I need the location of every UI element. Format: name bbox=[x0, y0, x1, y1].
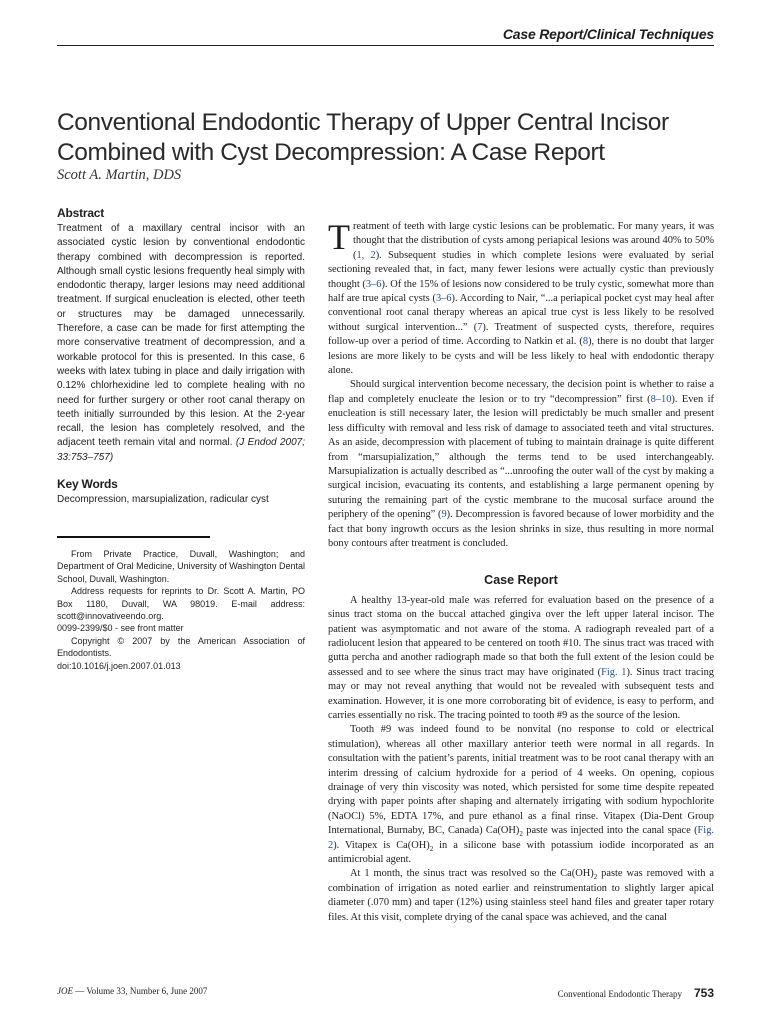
case-p2-a: Tooth #9 was indeed found to be nonvital (no response to cold or electrical stimulation), whereas all other maxillary anterior teeth were normal in all regards. In consultation with the patient’s parents, initial treatment was to be root canal therapy with an interim dressing of calcium hydroxide for a period of 4 weeks. On opening, copious drainage of very thin viscosity was noted, which persisted for some time despite repeated drying with paper points after shaping and alternately irrigating with sodium hypochlorite (NaOCl) 5%, EDTA 17%, and pure ethanol as a final rinse. Vitapex (Dia-Dent Group International, Burnaby, BC, Canada) Ca(OH) bbox=[328, 724, 714, 837]
drop-cap: T bbox=[328, 217, 350, 257]
abstract-text bbox=[57, 222, 305, 465]
running-title: Conventional Endodontic Therapy bbox=[557, 989, 682, 999]
journal-abbrev: JOE bbox=[57, 986, 73, 996]
author-name: Scott A. Martin, DDS bbox=[57, 167, 182, 183]
abstract-heading: Abstract bbox=[57, 206, 105, 220]
section-label: Case Report/Clinical Techniques bbox=[502, 26, 714, 42]
intro-p1-b: ). Subsequent studies in which complete lesions were evaluated by serial sectioning revealed that, in fact, many fewer lesions were actually cystic than previously thought ( bbox=[328, 249, 714, 290]
title-line-2: Combined with Cyst Decompression: A Case Report bbox=[57, 139, 605, 167]
case-p2-d: in a silicone base with potassium iodide incorporated as an antimicrobial agent. bbox=[328, 839, 714, 866]
keywords-text: Decompression, marsupialization, radicular cyst bbox=[57, 494, 269, 506]
intro-paragraph-2 bbox=[328, 378, 714, 551]
subscript: 2 bbox=[519, 830, 523, 839]
footnote-reprints: Address requests for reprints to Dr. Scott A. Martin, PO Box 1180, Duvall, WA 98019. E-mail address: scott@innovativeendo.org. bbox=[57, 586, 305, 622]
intro-p2-a: Should surgical intervention become necessary, the decision point is whether to raise a flap and completely enucleate the lesion or to try “decompression” first ( bbox=[328, 379, 714, 405]
ref-link[interactable]: 8–10 bbox=[650, 393, 672, 405]
intro-p2-c: ). Decompression is favored because of lower morbidity and the fact that bony ingrowth occurs as the lesion shrinks in size, thus resulting in more normal bony contours after treatment is concluded. bbox=[328, 509, 714, 549]
case-p2-c: ). Vitapex is Ca(OH) bbox=[333, 839, 430, 851]
case-paragraph-1 bbox=[328, 594, 714, 724]
header-rule bbox=[57, 45, 714, 46]
title-line-1: Conventional Endodontic Therapy of Upper Central Incisor bbox=[57, 109, 669, 137]
footnotes bbox=[57, 548, 305, 672]
ref-link[interactable]: 3–6 bbox=[435, 293, 452, 305]
footnote-doi: doi:10.1016/j.joen.2007.01.013 bbox=[57, 660, 181, 671]
intro-paragraph-1 bbox=[328, 217, 715, 378]
footnote-issn: 0099-2399/$0 - see front matter bbox=[57, 623, 184, 634]
page-number: 753 bbox=[693, 986, 714, 1000]
subscript: 2 bbox=[593, 873, 598, 882]
subscript: 2 bbox=[429, 844, 434, 853]
figure-link[interactable]: Fig. 1 bbox=[601, 666, 627, 678]
case-p3-b: paste was removed with a combination of irrigation as noted earlier and reinstrumentation to slightly larger apical diameter (.070 mm) and taper (12%) using stainless steel hand files and greater taper rotary files. At this visit, complete drying of the canal space was achieved, and the canal bbox=[328, 868, 714, 923]
case-paragraph-3 bbox=[328, 867, 714, 925]
ref-link[interactable]: 3–6 bbox=[365, 278, 382, 290]
footnote-divider bbox=[57, 536, 210, 538]
keywords-heading: Key Words bbox=[57, 477, 118, 492]
abstract-body: Treatment of a maxillary central incisor with an associated cystic lesion by conventional endodontic therapy combined with decompression is reported. Although small cystic lesions frequently heal simply with endodontic therapy, larger lesions may need additional treatment. If surgical enucleation is elected, other teeth or structures may be damaged unnecessarily. Therefore, a case can be made for first attempting the more conservative treatment of decompression, and a workable protocol for this is presented. In this case, 6 weeks with latex tubing in place and daily irrigation with 0.12% chlorhexidine led to complete healing with no need for further surgery or other root canal therapy on teeth initially surrounded by this lesion. At the 2-year recall, the lesion has completely resolved, and the adjacent teeth remain vital and normal. bbox=[57, 223, 305, 449]
intro-p1-e: ). Treatment of suspected cysts, therefore, requires follow-up over a period of time. According to Natkin et al. ( bbox=[328, 321, 714, 348]
intro-p1-a: reatment of teeth with large cystic lesions can be problematic. For many years, it was thought that the distribution of cysts among periapical lesions was around 40% to 50% ( bbox=[353, 221, 714, 261]
case-p1-a: A healthy 13-year-old male was referred for evaluation based on the presence of a sinus tract stoma on the buccal attached gingiva over the left upper lateral incisor. The patient was asymptomatic and not aware of the stoma. A radiograph revealed part of a radiolucent lesion that appeared to be centered on tooth #10. The sinus tract was traced with gutta percha and another radiograph made so that both the full extent of the lesion could be assessed and to see where the sinus tract may have originated ( bbox=[328, 594, 714, 678]
intro-p1-c: ). Of the 15% of lesions now considered to be truly cystic, somewhat more than half are true apical cysts ( bbox=[328, 278, 714, 305]
case-report-heading: Case Report bbox=[484, 573, 558, 588]
intro-p1-d: ). According to Nair, “...a periapical pocket cyst may heal after conventional root canal therapy whereas an apical true cyst is less likely to be resolved without surgical intervention...” ( bbox=[328, 293, 715, 333]
case-p3-a: At 1 month, the sinus tract was resolved so the Ca(OH) bbox=[350, 868, 594, 880]
figure-link[interactable]: Fig. 2 bbox=[328, 825, 714, 851]
volume-info: — Volume 33, Number 6, June 2007 bbox=[73, 986, 208, 996]
footnote-affiliation: From Private Practice, Duvall, Washington; and Department of Oral Medicine, University of Washington Dental School, Duvall, Washington. bbox=[57, 549, 305, 584]
ref-link[interactable]: 9 bbox=[441, 509, 447, 521]
footer-journal bbox=[57, 986, 207, 996]
footnote-copyright: Copyright © 2007 by the American Association of Endodontists. bbox=[57, 635, 305, 659]
ref-link[interactable]: 8 bbox=[582, 336, 589, 348]
case-p1-b: ). Sinus tract tracing may or may not reveal anything that would not be revealed with subsequent tests and examination. However, it is one more corroborating bit of evidence, is easy to perform, and carries essentially no risk. The tracing pointed to tooth #9 as the source of the lesion. bbox=[328, 666, 714, 721]
left-column bbox=[57, 206, 305, 507]
case-paragraph-2 bbox=[328, 723, 714, 867]
abstract-citation: (J Endod 2007; 33:753–757) bbox=[57, 437, 305, 463]
right-column bbox=[328, 217, 715, 925]
intro-p1-f: ), there is no doubt that larger lesions are more likely to be cysts and will be less likely to heal with endodontic therapy alone. bbox=[328, 336, 714, 377]
footer-right bbox=[558, 986, 714, 1000]
case-p2-b: paste was injected into the canal space ( bbox=[522, 825, 698, 837]
intro-p2-b: ). Even if enucleation is still necessary later, the lesion will predictably be much smaller and present less difficulty with removal and less risk of damage to associated teeth and vital structures. As an aside, decompression with placement of tubing to maintain drainage is quite different from “marsupialization,” although the terms tend to be used interchangeably. Marsupialization is actually described as “...unroofing the outer wall of the cyst by making a surgical incision, evacuating its contents, and establishing a large permanent opening by suturing the remaining part of the cystic membrane to the mucosal surface around the periphery of the opening” ( bbox=[328, 393, 715, 521]
ref-link[interactable]: 1, 2 bbox=[356, 249, 376, 261]
ref-link[interactable]: 7 bbox=[477, 321, 483, 333]
article-title bbox=[57, 108, 737, 168]
